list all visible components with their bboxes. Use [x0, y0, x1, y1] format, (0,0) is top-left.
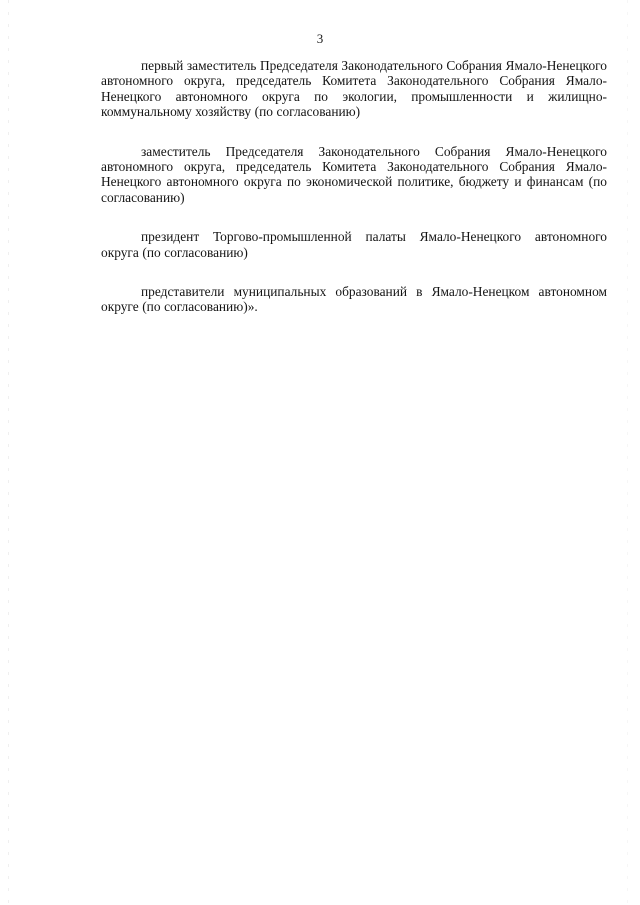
paragraph-municipal-representatives: представители муниципальных образований в Ямало-Ненецком автономном округе (по согласованию)». — [101, 284, 607, 315]
paragraph-chamber-president: президент Торгово-промышленной палаты Ямало-Ненецкого автономного округа (по согласованию) — [101, 229, 607, 260]
page-number: 3 — [316, 31, 324, 46]
paragraph-deputy-chairman: заместитель Председателя Законодательного Собрания Ямало-Ненецкого автономного округа, председатель Комитета Законодательного Собрания Ямало-Ненецкого автономного округа по экономической политике, бюджету и финансам (по согласованию) — [101, 143, 607, 205]
paragraph-first-deputy-chairman: первый заместитель Председателя Законодательного Собрания Ямало-Ненецкого автономного округа, председатель Комитета Законодательного Собрания Ямало-Ненецкого автономного округа по экологии, промышленности и жилищно-коммунальному хозяйству (по согласованию) — [101, 58, 607, 120]
scan-edge-left — [8, 0, 9, 905]
scan-edge-right — [627, 0, 628, 905]
document-body — [101, 58, 607, 339]
